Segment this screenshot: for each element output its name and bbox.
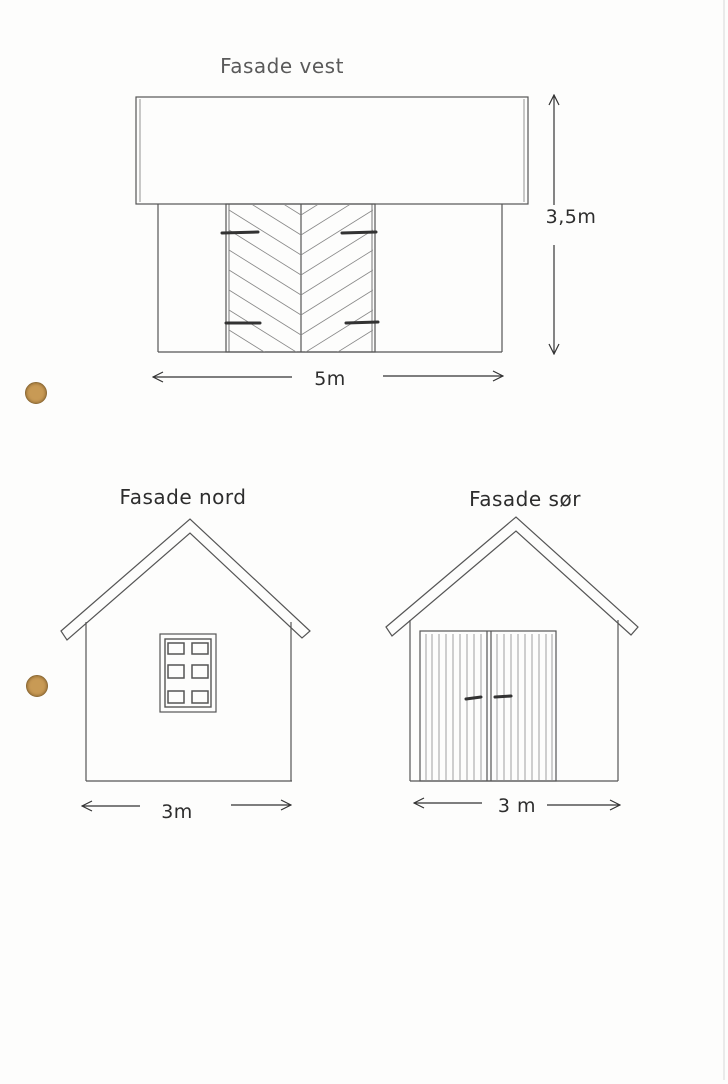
south-wall	[410, 620, 618, 781]
south-facade	[386, 517, 638, 805]
north-roof	[61, 519, 310, 640]
west-facade	[136, 95, 554, 377]
west-width-label: 5m	[314, 368, 346, 390]
west-height-label: 3,5m	[545, 206, 597, 228]
south-double-door	[420, 631, 556, 781]
hinge-icons	[222, 232, 378, 323]
west-roof	[136, 97, 528, 204]
west-wall	[158, 204, 502, 352]
north-width-label: 3m	[161, 801, 193, 823]
north-facade	[61, 519, 310, 806]
punch-hole	[25, 382, 47, 404]
south-width-label: 3 m	[497, 795, 537, 817]
north-window	[160, 634, 216, 712]
north-wall	[86, 622, 292, 781]
west-double-door	[222, 170, 378, 375]
south-facade-title: Fasade sør	[469, 487, 581, 511]
punch-hole	[26, 675, 48, 697]
south-roof	[386, 517, 638, 636]
north-facade-title: Fasade nord	[119, 485, 247, 509]
west-facade-title: Fasade vest	[220, 54, 344, 78]
